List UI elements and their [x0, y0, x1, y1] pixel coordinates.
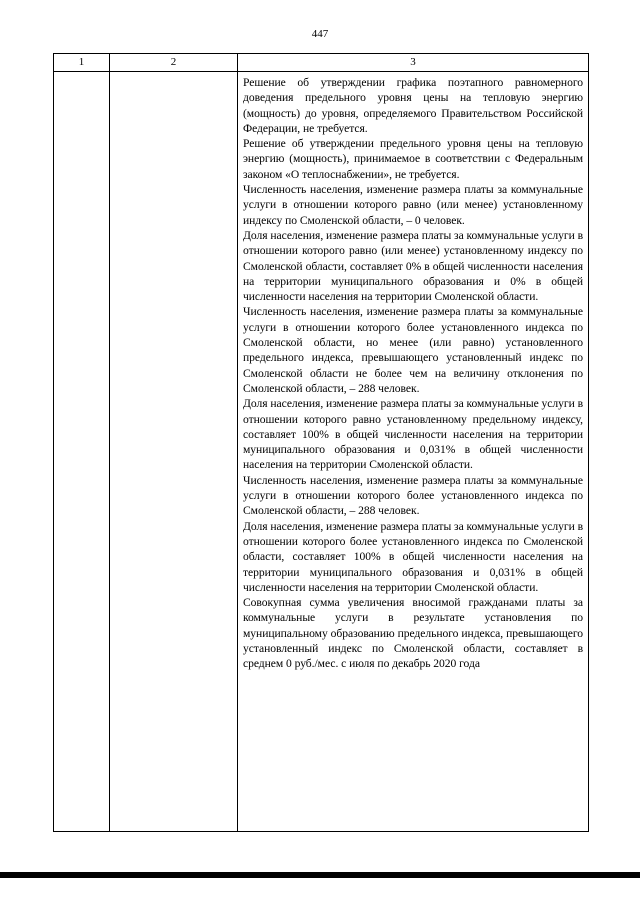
header-col-1: 1	[54, 54, 110, 72]
paragraph-share-at-limit: Доля населения, изменение размера платы за коммунальные услуги в отношении которого равно установленному предельному индексу, составляет 100% в общей численности населения на территории муниципального образования и 0,031% в общей численности населения на территории Смоленской области.	[243, 397, 583, 472]
paragraph-price-limit-decision: Решение об утверждении предельного уровня цены на тепловую энергию (мощность), принимаемое в соответствии с Федеральным законом «О теплоснабжении», не требуется.	[243, 137, 583, 181]
table-header-row	[54, 54, 589, 72]
paragraph-population-at-index: Численность населения, изменение размера платы за коммунальные услуги в отношении которого равно (или менее) установленному индексу по Смоленской области, – 0 человек.	[243, 183, 583, 227]
paragraph-population-within-deviation: Численность населения, изменение размера платы за коммунальные услуги в отношении которого более установленного индекса по Смоленской области, но менее (или равно) установленного предельного индекса, превышающего установленный индекс по Смоленской области не более чем на величину отклонения по Смоленской области, – 288 человек.	[243, 305, 583, 395]
cell-col-1	[54, 72, 110, 832]
paragraph-schedule-decision: Решение об утверждении графика поэтапного равномерного доведения предельного уровня цены на тепловую энергию (мощность) до уровня, определяемого Правительством Российской Федерации, не требуется.	[243, 76, 583, 135]
page-number: 447	[311, 28, 329, 40]
page-bottom-rule	[0, 872, 640, 878]
document-table	[53, 53, 589, 832]
paragraph-population-above-index: Численность населения, изменение размера платы за коммунальные услуги в отношении которого более установленного индекса по Смоленской области, – 288 человек.	[243, 473, 583, 518]
cell-col-3	[238, 72, 589, 832]
paragraph-share-at-index: Доля населения, изменение размера платы за коммунальные услуги в отношении которого равно (или менее) установленному индексу по Смоленской области, составляет 0% в общей численности населения на территории муниципального образования и 0% в общей численности населения на территории Смоленской области.	[243, 228, 583, 304]
cell-col-2	[110, 72, 238, 832]
paragraph-share-above-index: Доля населения, изменение размера платы за коммунальные услуги в отношении которого более установленного индекса по Смоленской области, составляет 100% в общей численности населения на территории муниципального образования и 0,031% в общей численности населения на территории Смоленской области.	[243, 519, 583, 594]
table-row	[54, 72, 589, 832]
header-col-3: 3	[238, 54, 589, 72]
paragraph-total-increase: Совокупная сумма увеличения вносимой гражданами платы за коммунальные услуги в результате установления по муниципальному образованию предельного индекса, превышающего установленный индекс по Смоленской области, составляет в среднем 0 руб./мес. с июля по декабрь 2020 года	[243, 596, 583, 671]
header-col-2: 2	[110, 54, 238, 72]
